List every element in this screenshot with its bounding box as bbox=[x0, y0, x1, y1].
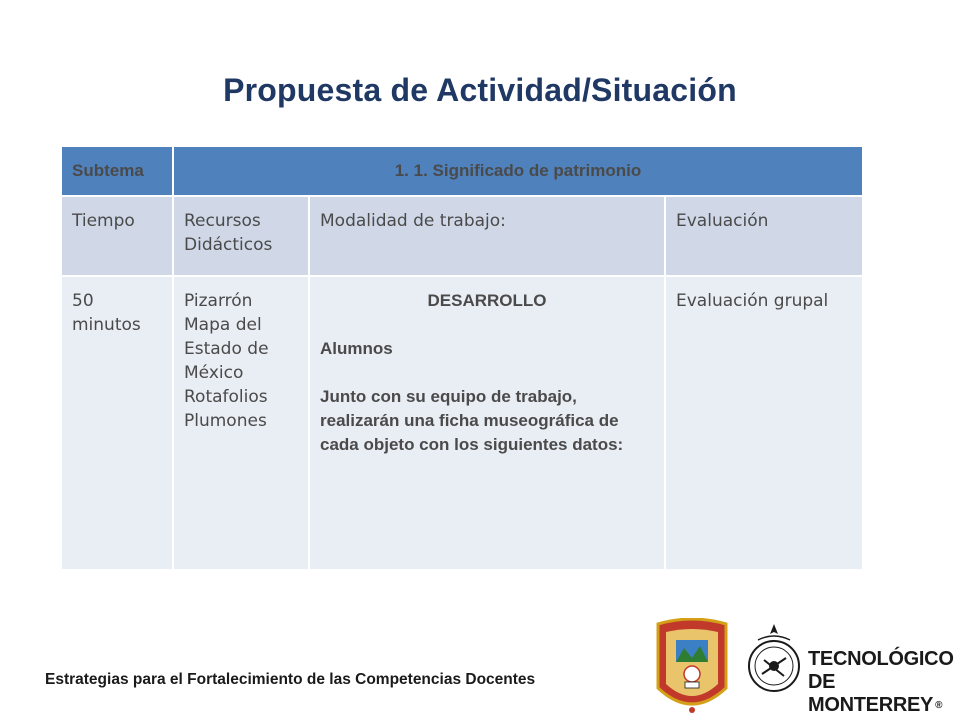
subtopic-title: 1. 1. Significado de patrimonio bbox=[173, 146, 863, 196]
activity-table bbox=[60, 145, 864, 571]
time-cell: 50 minutos bbox=[61, 276, 173, 570]
resources-cell bbox=[173, 276, 309, 570]
resource-item: Mapa del Estado de México bbox=[184, 315, 269, 383]
column-header-row bbox=[61, 196, 863, 276]
slide-title: Propuesta de Actividad/Situación bbox=[223, 72, 737, 108]
tecnologico-seal-logo bbox=[744, 620, 804, 706]
activity-actor: Alumnos bbox=[320, 339, 393, 358]
footer-text: Estrategias para el Fortalecimiento de las Competencias Docentes bbox=[45, 671, 536, 688]
resource-item: Pizarrón bbox=[184, 291, 253, 311]
table-row bbox=[61, 276, 863, 570]
column-header-evaluation: Evaluación bbox=[665, 196, 863, 276]
activity-phase: DESARROLLO bbox=[427, 291, 547, 310]
column-header-time: Tiempo bbox=[61, 196, 173, 276]
activity-description: Junto con su equipo de trabajo, realizarán una ficha museográfica de cada objeto con los siguientes datos: bbox=[320, 387, 624, 454]
estado-de-mexico-seal-logo bbox=[652, 618, 732, 714]
subtopic-label: Subtema bbox=[61, 146, 173, 196]
activity-cell bbox=[309, 276, 665, 570]
column-header-resources: Recursos Didácticos bbox=[173, 196, 309, 276]
resource-item: Rotafolios bbox=[184, 387, 268, 407]
resource-item: Plumones bbox=[184, 411, 267, 431]
tecnologico-de-monterrey-wordmark: TECNOLÓGICO DE MONTERREY ® bbox=[808, 648, 954, 716]
table-header-row bbox=[61, 146, 863, 196]
evaluation-cell: Evaluación grupal bbox=[665, 276, 863, 570]
column-header-modality: Modalidad de trabajo: bbox=[309, 196, 665, 276]
